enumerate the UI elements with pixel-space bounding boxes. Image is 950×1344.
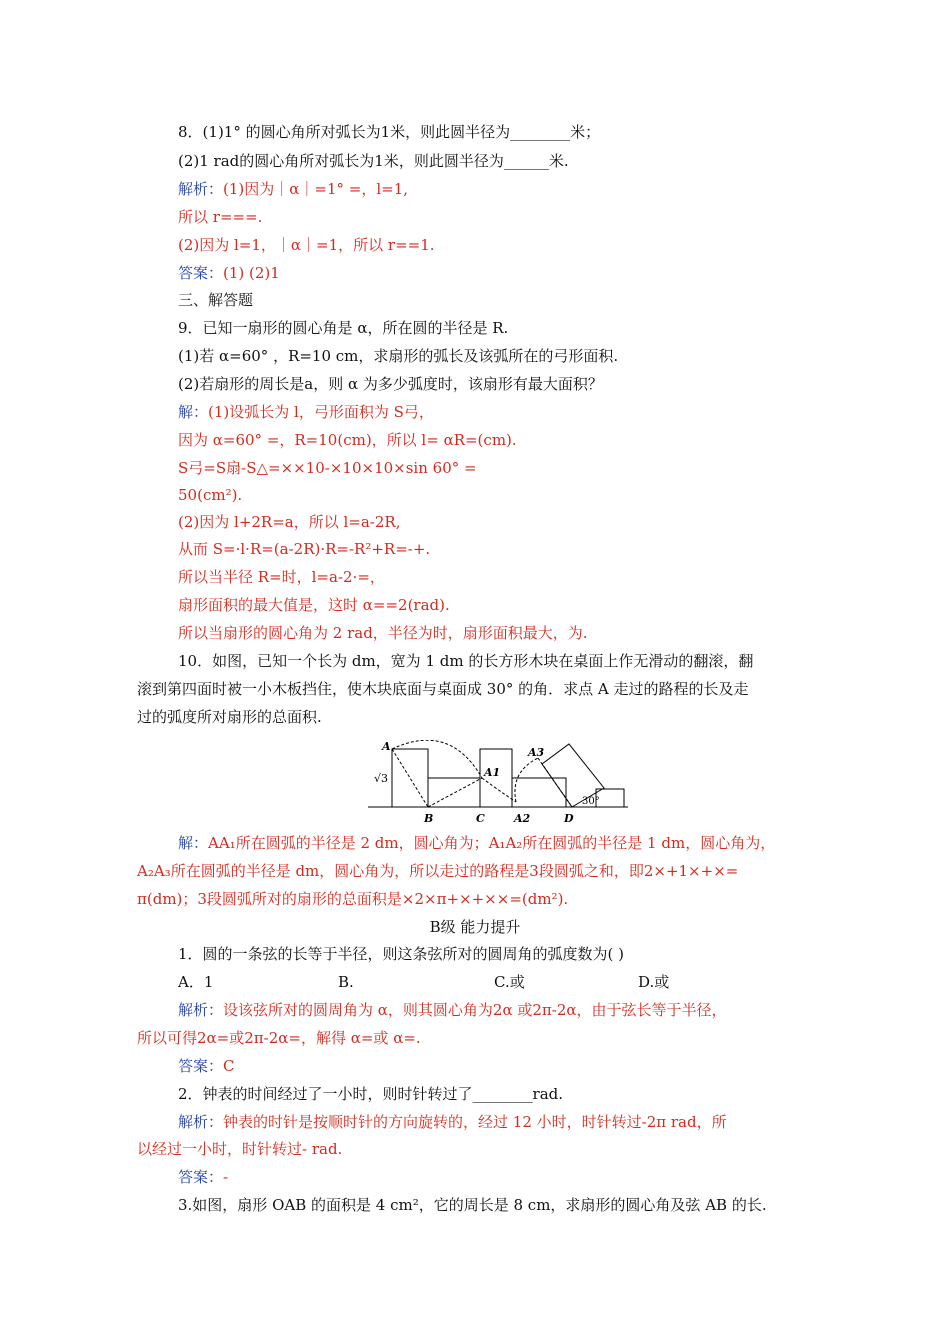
arc-A1A2 [482, 778, 516, 802]
b2-solution-2: 以经过一小时，时针转过- rad. [137, 1140, 343, 1158]
solution-text: 设该弦所对的圆周角为 α，则其圆心角为2α 或2π-2α，由于弦长等于半径， [223, 1001, 727, 1019]
b2-answer [178, 1167, 228, 1187]
b1-option-d: D.或 [638, 973, 670, 991]
section-heading-b: B级 能力提升 [429, 918, 521, 936]
q9-solution-7: 所以当半径 R=时，l=a-2·=， [178, 568, 385, 586]
solution-text: (1)设弧长为 l，弓形面积为 S弓， [208, 403, 434, 421]
q8-part1: 8．(1)1° 的圆心角所对弧长为1米，则此圆半径为________米； [178, 123, 601, 141]
label-A3: A3 [528, 746, 545, 759]
radius-line-2 [428, 778, 482, 807]
b1-option-c: C.或 [494, 973, 525, 991]
solution-label: 解析： [178, 1113, 224, 1131]
q8-solution-3: (2)因为 l=1，｜α｜=1，所以 r==1. [178, 236, 435, 254]
solution-label: 解： [178, 834, 209, 852]
q8-part2: (2)1 rad的圆心角所对弧长为1米，则此圆半径为______米. [178, 152, 569, 170]
q9-solution-9: 所以当扇形的圆心角为 2 rad，半径为时，扇形面积最大，为. [178, 624, 588, 642]
b1-answer [178, 1056, 235, 1076]
label-sqrt3: √3 [374, 772, 389, 785]
solution-text: 钟表的时针是按顺时针的方向旋转的，经过 12 小时，时针转过-2π rad，所 [223, 1113, 727, 1131]
label-C: C [476, 812, 485, 825]
q9-solution-3: S弓=S扇-S△=××10-×10×10×sin 60° = [178, 459, 477, 477]
arc-A2A3 [515, 758, 538, 802]
q10-solution-2: A₂A₃所在圆弧的半径是 dm，圆心角为，所以走过的路程是3段圆弧之和，即2×+1×+×= [137, 862, 739, 880]
q9-solution-8: 扇形面积的最大值是，这时 α==2(rad). [178, 596, 450, 614]
label-B: B [424, 812, 434, 825]
q9-solution-2: 因为 α=60° =，R=10(cm)，所以 l= αR=(cm). [178, 431, 517, 449]
solution-label: 解析： [178, 180, 224, 198]
q9-solution-4: 50(cm²). [178, 486, 243, 504]
q10-solution-3: π(dm)；3段圆弧所对的扇形的总面积是×2×π+×+××=(dm²). [137, 890, 569, 908]
label-30-degrees: 30° [582, 796, 600, 807]
q9-stem: 9．已知一扇形的圆心角是 α，所在圆的半径是 R. [178, 319, 509, 337]
b1-option-b: B. [338, 973, 354, 991]
answer-label: 答案： [178, 264, 224, 282]
solution-text: AA₁所在圆弧的半径是 2 dm，圆心角为；A₁A₂所在圆弧的半径是 1 dm，圆心角为， [208, 834, 776, 852]
solution-text: (1)因为｜α｜=1° =，l=1, [223, 180, 409, 198]
b1-solution-2: 所以可得2α=或2π-2α=，解得 α=或 α=. [137, 1029, 421, 1047]
b1-solution-1 [178, 1000, 727, 1020]
q10-stem-2: 滚到第四面时被一小木板挡住，使木块底面与桌面成 30° 的角．求点 A 走过的路程的长及走 [137, 680, 749, 698]
label-A: A [382, 740, 391, 753]
b3-stem: 3.如图，扇形 OAB 的面积是 4 cm²，它的周长是 8 cm，求扇形的圆心角及弦 AB 的长. [178, 1196, 767, 1214]
arc-AA1 [392, 740, 482, 778]
b2-solution-1 [178, 1112, 727, 1132]
q9-solution-1 [178, 402, 434, 422]
solution-label: 解： [178, 403, 209, 421]
q9-part2: (2)若扇形的周长是a，则 α 为多少弧度时，该扇形有最大面积？ [178, 375, 603, 393]
q10-stem-3: 过的弧度所对扇形的总面积. [137, 708, 322, 726]
b2-stem: 2．钟表的时间经过了一小时，则时针转过了________rad. [178, 1085, 564, 1103]
block-position-2 [428, 778, 480, 807]
b1-option-a: A．1 [178, 973, 214, 991]
q9-part1: (1)若 α=60° ，R=10 cm，求扇形的弧长及该弧所在的弓形面积. [178, 347, 619, 365]
section-heading-3: 三、解答题 [178, 291, 254, 309]
q9-solution-6: 从而 S=·l·R=(a-2R)·R=-R²+R=-+. [178, 540, 431, 558]
b1-stem: 1．圆的一条弦的长等于半径，则这条弦所对的圆周角的弧度数为( ) [178, 945, 625, 963]
answer-label: 答案： [178, 1168, 224, 1186]
block-position-4 [512, 778, 566, 807]
label-A2: A2 [514, 812, 531, 825]
q9-solution-5: (2)因为 l+2R=a，所以 l=a-2R, [178, 513, 401, 531]
rolling-block-figure [360, 740, 630, 830]
q8-solution-2: 所以 r===. [178, 208, 263, 226]
q10-solution-1 [178, 833, 775, 853]
answer-text: C [223, 1057, 235, 1075]
q8-solution-1 [178, 179, 408, 199]
solution-label: 解析： [178, 1001, 224, 1019]
q8-answer [178, 263, 280, 283]
answer-text: (1) (2)1 [223, 264, 280, 282]
label-D: D [564, 812, 574, 825]
label-A1: A1 [484, 766, 501, 779]
q10-stem-1: 10．如图，已知一个长为 dm，宽为 1 dm 的长方形木块在桌面上作无滑动的翻滚，翻 [178, 652, 754, 670]
answer-label: 答案： [178, 1057, 224, 1075]
radius-line-1 [392, 749, 428, 807]
answer-text: - [223, 1168, 229, 1186]
stopper-board [596, 789, 624, 807]
